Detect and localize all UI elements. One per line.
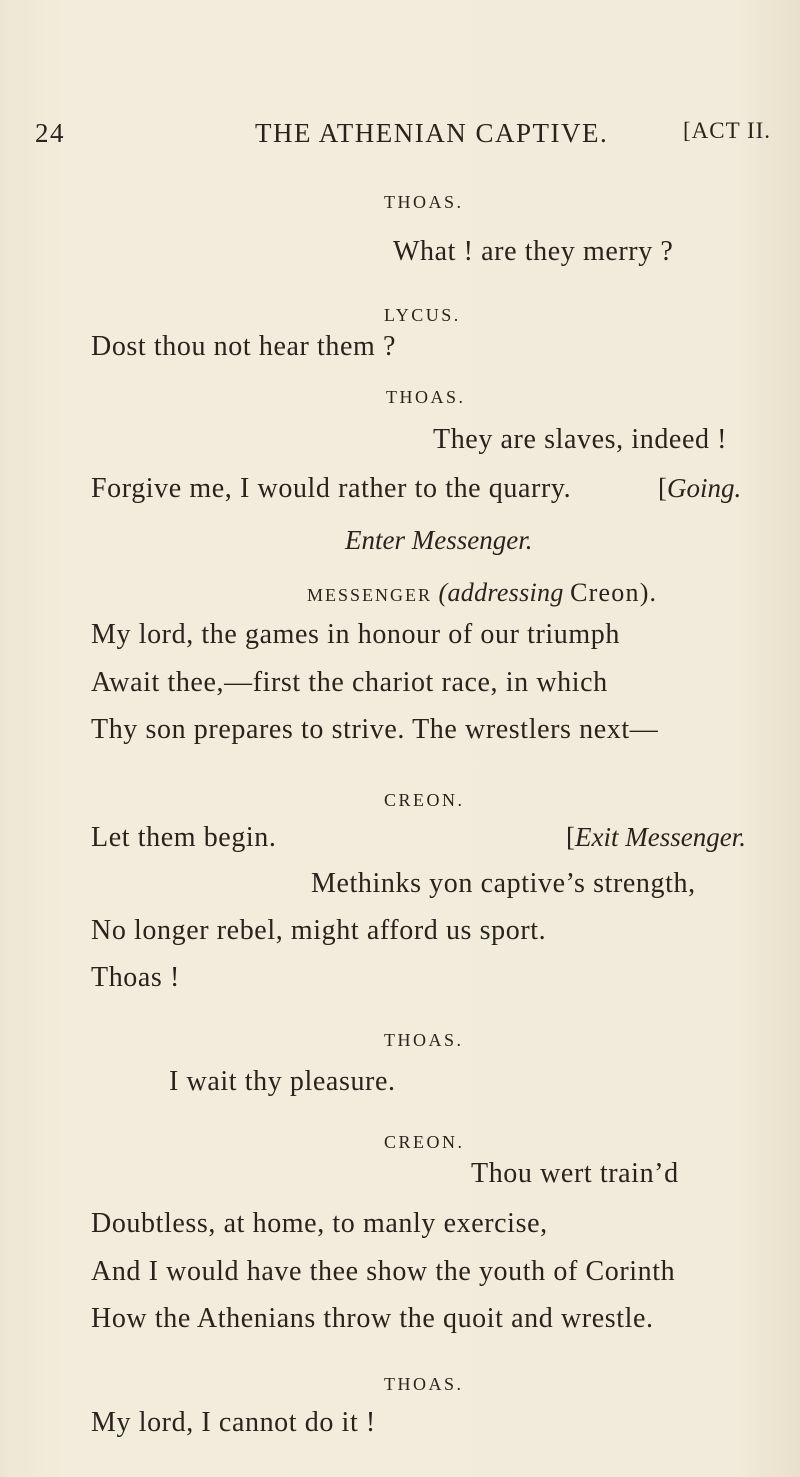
speaker-thoas: THOAS. <box>384 1030 464 1050</box>
stage-direction-addressing: (addressing <box>438 578 564 607</box>
stage-direction-going: [Going. <box>658 473 742 503</box>
speaker-thoas: THOAS. <box>384 1374 464 1394</box>
verse-line: And I would have thee show the youth of Corinth <box>91 1256 676 1287</box>
stage-direction-exit: [Exit Messenger. <box>566 822 746 852</box>
verse-line: What ! are they merry ? <box>393 236 674 267</box>
verse-line: Thoas ! <box>91 962 180 993</box>
stage-direction-enter: Enter Messenger. <box>345 525 533 555</box>
verse-line: Methinks yon captive’s strength, <box>311 868 696 899</box>
verse-line: Forgive me, I would rather to the quarry. <box>91 473 572 504</box>
verse-line: Thy son prepares to strive. The wrestlers next— <box>91 714 659 745</box>
running-title: THE ATHENIAN CAPTIVE. <box>255 118 609 148</box>
speaker-creon: CREON. <box>384 1132 465 1152</box>
verse-line: Let them begin. <box>91 822 277 853</box>
verse-line: Await thee,—first the chariot race, in which <box>91 667 608 698</box>
verse-line: Thou wert train’d <box>471 1158 679 1189</box>
verse-line: No longer rebel, might afford us sport. <box>91 915 547 946</box>
speaker-thoas: THOAS. <box>386 387 466 407</box>
speaker-messenger-heading: MESSENGER (addressing Creon). <box>307 578 658 607</box>
speaker-messenger: MESSENGER <box>307 585 433 605</box>
stage-direction-text: Going. <box>667 473 742 503</box>
speaker-creon: CREON. <box>384 790 465 810</box>
stage-direction-text: Exit Messenger. <box>575 822 746 852</box>
speaker-thoas: THOAS. <box>384 192 464 212</box>
act-label: [ACT II. <box>683 118 772 143</box>
verse-line: How the Athenians throw the quoit and wrestle. <box>91 1303 654 1334</box>
addressee-creon: Creon <box>570 578 640 607</box>
verse-line: My lord, the games in honour of our triumph <box>91 619 620 650</box>
verse-line: Doubtless, at home, to manly exercise, <box>91 1208 548 1239</box>
speaker-lycus: LYCUS. <box>384 305 461 325</box>
verse-line: Dost thou not hear them ? <box>91 331 397 362</box>
verse-line: I wait thy pleasure. <box>169 1066 396 1097</box>
page-number: 24 <box>35 118 65 148</box>
verse-line: They are slaves, indeed ! <box>433 424 728 455</box>
verse-line: My lord, I cannot do it ! <box>91 1407 376 1438</box>
